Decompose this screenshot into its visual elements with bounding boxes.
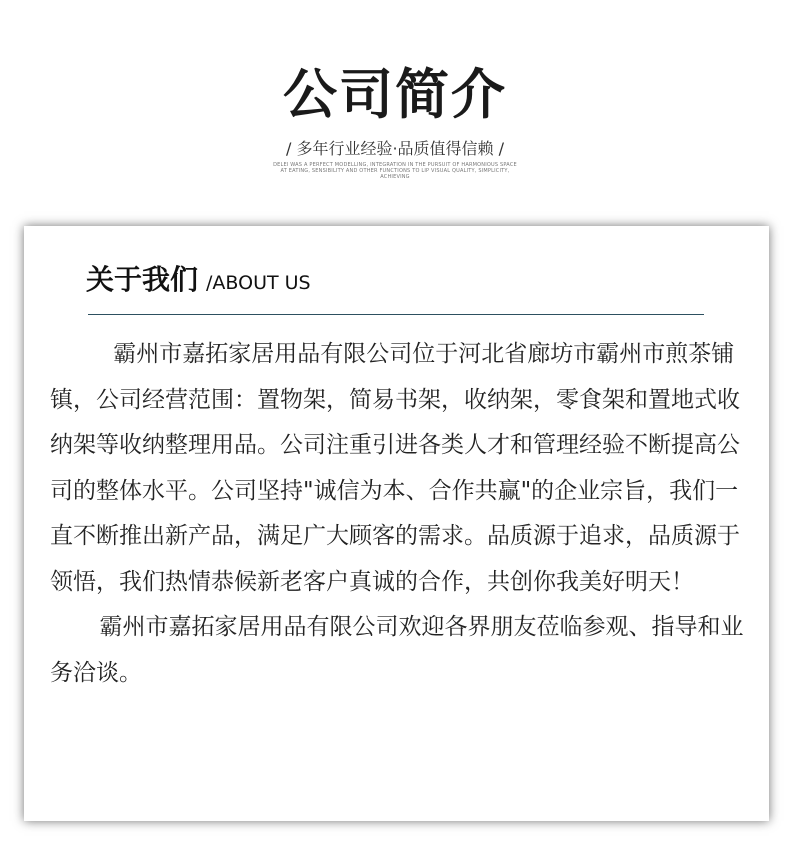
section-heading-english: /ABOUT US (206, 272, 311, 294)
page-subtitle: / 多年行业经验·品质值得信赖 / (285, 139, 505, 158)
about-paragraph: 霸州市嘉拓家居用品有限公司欢迎各界朋友莅临参观、指导和业务洽谈。 (50, 614, 744, 686)
about-card (24, 226, 769, 821)
about-body (50, 332, 750, 696)
decorative-fine-print: DELEI WAS A PERFECT MODELLING, INTEGRATION IN THE PURSUIT OF HARMONIOUS SPACE AT EATING, SENSIBILITY AND OTHER FUNCTIONS TO LIP VISUAL QUALITY, SIMPLICITY, ACHIEVING (273, 162, 517, 180)
heading-divider (88, 314, 704, 315)
section-heading-title: 关于我们 (86, 263, 199, 296)
section-heading (86, 260, 311, 303)
about-paragraph: 霸州市嘉拓家居用品有限公司位于河北省廊坊市霸州市煎茶铺镇，公司经营范围：置物架，简易书架，收纳架，零食架和置地式收纳架等收纳整理用品。公司注重引进各类人才和管理经验不断提高公司的整体水平。公司坚持"诚信为本、合作共赢"的企业宗旨，我们一直不断推出新产品，满足广大顾客的需求。品质源于追求，品质源于领悟，我们热情恭候新老客户真诚的合作，共创你我美好明天！ (50, 341, 740, 595)
page-title: 公司简介 (283, 63, 507, 126)
